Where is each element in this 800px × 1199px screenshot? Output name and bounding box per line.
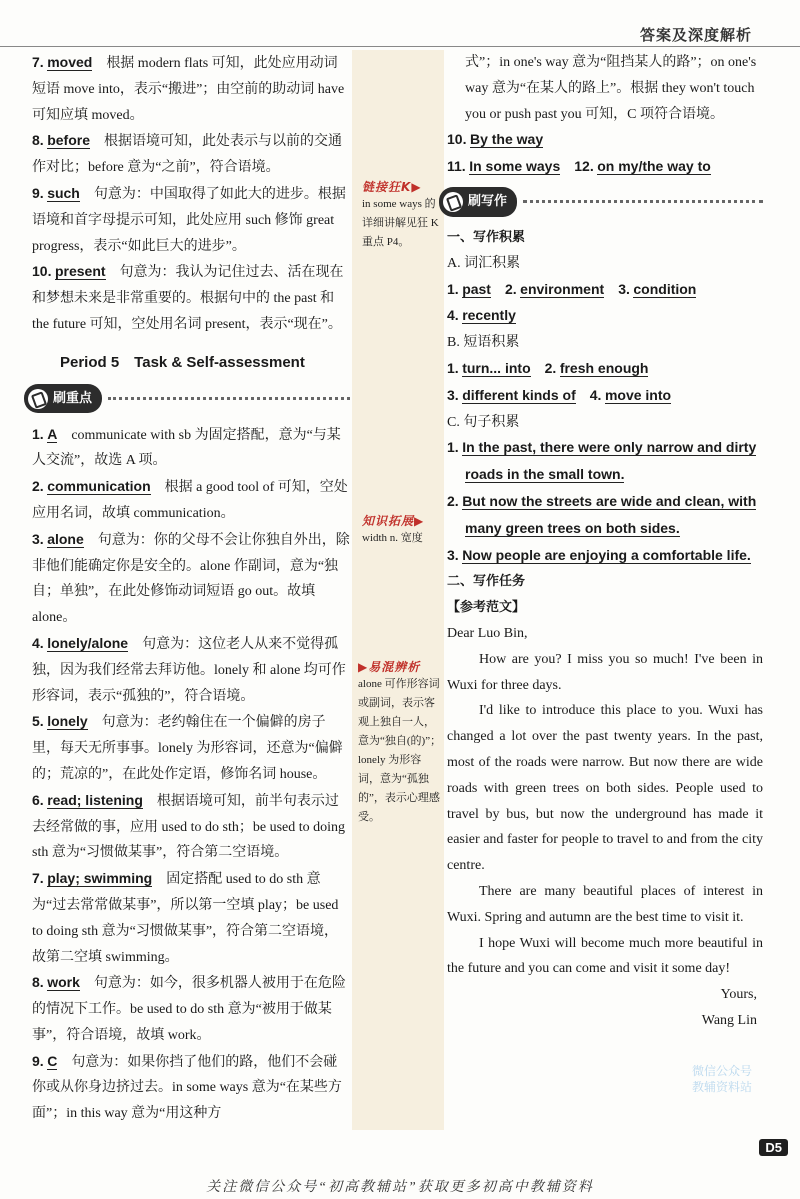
sentence-text: But now the streets are wide and clean, with many green trees on both sides.	[462, 492, 757, 536]
note-extend-body: width n. 宽度	[362, 532, 423, 544]
answer-item	[32, 631, 350, 709]
vocab-row-2	[447, 303, 763, 330]
answer-explanation: 句意为：如今，很多机器人被用于在危险的情况下工作。be used to do sth 意为“被用于做某事”，符合语境，故填 work。	[32, 976, 346, 1043]
answer-item	[32, 422, 350, 475]
answer-number: 4.	[32, 634, 44, 651]
answer-explanation: communicate with sb 为固定搭配，意为“与某人交流”，故选 A 项。	[32, 427, 341, 469]
answer-12-value: on my/the way to	[597, 158, 711, 175]
answer-11-12: 11. In some ways 12. on my/the way to	[447, 158, 711, 175]
item-number: 3.	[618, 280, 630, 297]
answer-explanation: 句意为：你的父母不会让你独自外出，除非他们能确定你是安全的。alone 作副词，意为“独自；单独”，在此处修饰动词短语 go out。故填 alone。	[32, 532, 350, 626]
left-column	[32, 50, 350, 1127]
answer-number: 7.	[32, 54, 44, 70]
watermark-line-2: 教辅资料站	[691, 1080, 752, 1094]
section-tag-writing	[439, 187, 763, 217]
pen-icon	[28, 389, 48, 409]
answer-number: 8.	[32, 132, 44, 149]
answer-number: 3.	[32, 530, 44, 547]
answer-explanation: 句意为：老约翰住在一个偏僻的房子里，每天无所事事。lonely 为形容词，还意为“偏僻的；荒凉的”，在此处作定语，修饰名词 house。	[32, 715, 343, 782]
answer-explanation: 根据语境可知，此处表示与以前的交通作对比；before 意为“之前”，符合语境。	[32, 134, 342, 176]
item-number: 2.	[544, 359, 557, 376]
phrase-row-2	[447, 383, 763, 410]
answer-value: play; swimming	[47, 870, 153, 887]
sentence-text: Now people are enjoying a comfortable life.	[462, 546, 751, 563]
arrow-icon: ▶	[414, 514, 425, 528]
section-heading-1: 一、写作积累	[447, 229, 526, 245]
sentence-item	[447, 543, 763, 570]
greeting: Dear Luo Bin,	[447, 625, 528, 641]
sentence-number: 1.	[447, 439, 459, 456]
note-confuse-title: 易混辨析	[368, 660, 421, 674]
item-number: 3.	[447, 386, 459, 403]
item-answer: move into	[604, 386, 672, 403]
answer-item	[32, 474, 350, 527]
answer-explanation: 句意为：这位老人从来不觉得孤独，因为我们经常去拜访他。lonely 和 alone 均可作形容词，表示“孤独的”，符合语境。	[32, 636, 346, 704]
footer-note: 关注微信公众号“初高教辅站”获取更多初高中教辅资料	[206, 1180, 594, 1195]
essay	[447, 647, 763, 982]
answer-explanation: 句意为：中国取得了如此大的进步。根据语境和首字母提示可知，此处应用 such 修饰 great progress，表示“如此巨大的进步”。	[32, 186, 346, 254]
answer-value: moved	[47, 54, 93, 70]
answer-item	[32, 788, 350, 866]
dotted-divider	[523, 200, 763, 203]
answer-item	[32, 866, 350, 970]
answer-10-value: By the way	[469, 131, 544, 148]
item-number: 4.	[447, 307, 459, 324]
arrow-icon: ▶	[411, 180, 422, 194]
answer-number: 9.	[32, 184, 44, 201]
sub-heading-c: C. 句子积累	[447, 414, 520, 430]
sentence-item	[447, 489, 763, 543]
answer-explanation: 句意为：如果你挡了他们的路，他们不会碰你或从你身边挤过去。in some ways 意为“在某些方面”；in this way 意为“用这种方	[32, 1054, 342, 1122]
vocab-row-1	[447, 277, 763, 304]
answer-number: 8.	[32, 974, 44, 991]
arrow-icon: ▶	[358, 660, 369, 674]
answer-value: before	[47, 132, 90, 149]
answer-number: 10.	[32, 263, 52, 280]
answer-item	[32, 50, 350, 128]
period-title: Period 5 Task & Self-assessment	[60, 353, 305, 371]
phrase-row-1	[447, 356, 763, 383]
sentence-number: 2.	[447, 492, 459, 509]
answer-item	[32, 970, 350, 1048]
answer-number: 5.	[32, 713, 44, 730]
answer-number: 1.	[32, 425, 44, 442]
note-link	[362, 178, 442, 252]
item-number: 1.	[447, 280, 459, 297]
answer-explanation: 固定搭配 used to do sth 意为“过去常常做某事”，所以第一空填 play；be used to doing sth 意为“习惯做某事”，符合第二空语境，故第二空填 swimming。	[32, 872, 339, 965]
item-answer: recently	[462, 307, 516, 324]
answer-number: 6.	[32, 791, 44, 808]
essay-paragraph: How are you? I miss you so much! I've been in Wuxi for three days.	[447, 651, 763, 693]
essay-paragraph: I'd like to introduce this place to you. Wuxi has changed a lot over the past twenty years. In the past, most of the roads were narrow. But now there are wide roads with green trees on both sides. People used to travel by bus, but now the underground has made it easier and faster for people to travel to and from the city centre.	[447, 703, 763, 874]
answer-item	[32, 1049, 350, 1127]
answer-value: present	[54, 263, 106, 280]
sentence-number: 3.	[447, 546, 459, 563]
answer-item	[32, 709, 350, 787]
note-extend-title: 知识拓展	[362, 514, 415, 528]
right-column	[447, 50, 763, 1034]
header-rule	[0, 46, 800, 47]
section-tag-key	[24, 384, 350, 414]
sub-heading-b: B. 短语积累	[447, 335, 520, 351]
section-heading-2: 二、写作任务	[447, 574, 526, 590]
answer-explanation: 句意为：我认为记住过去、活在现在和梦想未来是非常重要的。根据句中的 the past 和 the future 可知，空处用名词 present，表示“现在”。	[32, 265, 344, 332]
reference-label: 【参考范文】	[447, 600, 526, 616]
answer-number: 2.	[32, 478, 44, 495]
answer-value: alone	[47, 530, 84, 547]
answer-item	[32, 181, 350, 259]
answer-value: lonely	[47, 713, 88, 730]
signature-name: Wang Lin	[701, 1012, 757, 1028]
essay-paragraph: There are many beautiful places of interest in Wuxi. Spring and autumn are the best time to visit it.	[447, 883, 763, 925]
answer-number: 9.	[32, 1052, 44, 1069]
answer-item	[32, 527, 350, 631]
answer-10: 10. By the way	[447, 131, 544, 148]
sentence-item	[447, 435, 763, 489]
answer-explanation: 根据 a good tool of 可知，空处应用名词，故填 communication。	[32, 480, 348, 521]
note-confuse-body: alone 可作形容词或副词，表示客观上独自一人，意为“独自(的)”；lonely 为形容词，意为“孤独的”，表示心理感受。	[358, 678, 442, 823]
closing: Yours,	[720, 987, 757, 1003]
sub-heading-a: A. 词汇积累	[447, 255, 521, 271]
note-confuse	[350, 658, 442, 827]
answers-block-1	[32, 50, 350, 338]
item-answer: past	[462, 280, 491, 297]
answer-value: communication	[47, 478, 151, 495]
item-answer: fresh enough	[559, 359, 649, 376]
item-number: 2.	[504, 280, 517, 297]
item-number: 4.	[589, 386, 602, 403]
note-link-body: in some ways 的详细讲解见狂 K 重点 P4。	[362, 198, 439, 248]
item-answer: condition	[633, 280, 697, 297]
answer-11-value: In some ways	[469, 158, 561, 175]
answer-value: work	[47, 974, 80, 991]
sentence-text: In the past, there were only narrow and dirty roads in the small town.	[462, 439, 757, 483]
watermark-line-1: 微信公众号	[691, 1064, 752, 1078]
answer-9-continued: 式”；in one's way 意为“阻挡某人的路”；on one's way 意为“在某人的路上”。根据 they won't touch you or push past you 可知，C 项符合语境。	[465, 55, 757, 122]
note-extend	[362, 512, 442, 548]
answer-value: read; listening	[47, 791, 143, 808]
answer-value: A	[47, 425, 58, 442]
tag-label: 刷重点	[53, 390, 93, 406]
answer-number: 7.	[32, 870, 44, 887]
item-answer: environment	[520, 280, 605, 297]
dotted-divider	[108, 397, 350, 400]
answer-value: C	[47, 1052, 58, 1069]
answer-explanation: 根据 modern flats 可知，此处应用动词短语 move into，表示“搬进”；由空前的助动词 have 可知应填 moved。	[32, 56, 345, 123]
answer-item	[32, 259, 350, 337]
page-number: D5	[759, 1139, 788, 1156]
tag-label: 刷写作	[468, 194, 508, 210]
answer-value: such	[47, 184, 80, 201]
watermark	[692, 1063, 752, 1095]
answers-block-2	[32, 422, 350, 1128]
item-answer: turn... into	[462, 359, 531, 376]
pen-icon	[443, 192, 463, 212]
answer-explanation: 根据语境可知，前半句表示过去经常做的事，应用 used to do sth；be used to doing sth 意为“习惯做某事”，符合第二空语境。	[32, 793, 346, 861]
note-link-title: 链接狂K	[362, 180, 412, 194]
item-number: 1.	[447, 359, 459, 376]
tag-pill	[439, 187, 517, 217]
sentence-list	[447, 435, 763, 569]
header-title: 答案及深度解析	[640, 27, 753, 44]
item-answer: different kinds of	[462, 386, 576, 403]
answer-item	[32, 128, 350, 181]
tag-pill	[24, 384, 102, 414]
essay-paragraph: I hope Wuxi will become much more beautiful in the future and you can come and visit it some day!	[447, 935, 763, 977]
answer-value: lonely/alone	[47, 634, 129, 651]
